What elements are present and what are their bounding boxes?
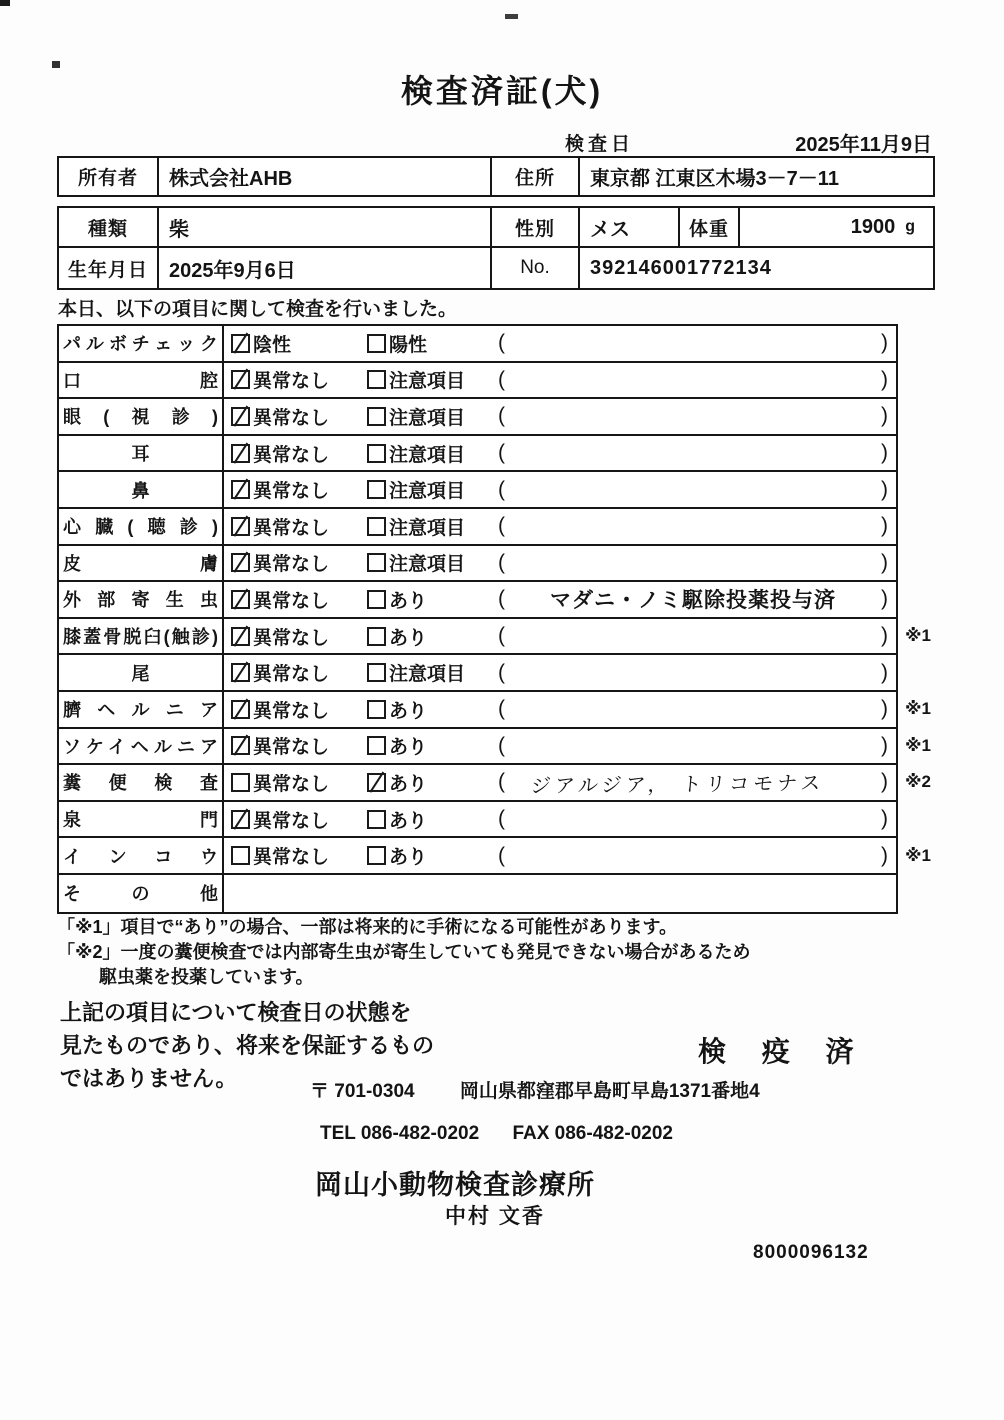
checklist-item-label-cell [59,619,224,654]
open-paren: ( [498,660,505,684]
result-paren [498,368,896,392]
checklist-item-label: 泉門 [63,810,218,831]
checklist-item-content [224,838,896,873]
checklist-row [59,729,931,766]
disclaimer-line: ではありません。 [60,1066,238,1091]
checklist-row [59,802,896,839]
close-paren: ) [881,331,888,355]
checkbox-option [367,769,498,796]
row-footnote-mark: ※1 [905,699,931,719]
checkbox-option [367,330,498,357]
sex-label: 性別 [492,208,580,246]
checkbox-checked-icon [231,553,250,572]
checklist-item-content [224,546,896,581]
result-paren [498,807,896,831]
checklist-item-label: 鼻 [131,480,150,501]
checkbox-option [231,659,367,686]
page-title: 検査済証(犬) [400,73,604,109]
checklist-item-label: 耳 [131,444,150,465]
checkbox-icon [367,846,386,865]
checkbox-checked-icon [231,590,250,609]
option-label: 異常なし [253,481,330,503]
checkbox-option [367,440,498,467]
checkbox-option [367,403,498,430]
result-paren [498,514,896,538]
checkbox-option [231,586,367,613]
result-paren [498,661,896,685]
checkbox-checked-icon [231,736,250,755]
close-paren: ) [881,441,888,465]
close-paren: ) [881,807,888,831]
checklist-item-content [224,619,896,654]
footnote-line: 「※1」項目で“あり”の場合、一部は将来的に手術になる可能性があります。 [57,917,678,937]
option-label: 異常なし [253,554,330,576]
serial-number: 8000096132 [753,1242,869,1263]
checklist-item-label-cell [59,692,224,727]
option-label: 異常なし [253,847,330,869]
checklist-item-label: 口腔 [63,370,218,391]
breed-row [59,208,933,248]
checkbox-option [367,696,498,723]
checklist-item-label-cell [59,765,224,800]
option-label: 異常なし [253,810,330,832]
clinic-address: 岡山県都窪郡早島町早島1371番地4 [459,1081,760,1102]
option-label: 異常なし [253,664,330,686]
close-paren: ) [881,697,888,721]
option-label: 注意項目 [389,444,466,466]
option-label: 注意項目 [389,664,466,686]
footnote-line: 「※2」一度の糞便検査では内部寄生虫が寄生していても発見できない場合があるため [57,942,751,962]
clinic-phone-line [320,1123,673,1145]
checklist-item-label-cell [59,582,224,617]
checkbox-checked-icon [231,480,250,499]
open-paren: ( [498,807,505,831]
checklist-row [59,472,896,509]
checklist-item-content [224,729,896,764]
checklist-item-content [224,655,896,690]
checklist-item-label-cell [59,436,224,471]
open-paren: ( [498,367,505,391]
checklist-item-label-cell [59,509,224,544]
checkbox-option [367,732,498,759]
handwritten-result-text: ジアルジア， トリコモナス [529,772,826,798]
id-number-label: No. [492,248,580,288]
checklist-item-label: 膝蓋骨脱臼(触診) [63,627,218,648]
clinic-address-line [310,1076,760,1103]
option-label: 注意項目 [389,554,466,576]
checkbox-icon [367,736,386,755]
open-paren: ( [498,770,505,794]
option-label: 注意項目 [389,371,466,393]
checkbox-icon [231,846,250,865]
option-label: 注意項目 [389,517,466,539]
checkbox-option [367,586,498,613]
checkbox-option [231,476,367,503]
checklist-item-content [224,765,896,800]
result-paren [498,734,896,758]
open-paren: ( [498,843,505,867]
checklist-item-label-cell [59,326,224,361]
option-label: あり [389,810,428,832]
checkbox-icon [367,700,386,719]
checklist-item-content [224,692,896,727]
result-paren [498,844,896,868]
checkbox-option [231,623,367,650]
checkbox-option [231,440,367,467]
checkbox-icon [231,773,250,792]
owner-row [59,158,933,195]
open-paren: ( [498,331,505,355]
result-paren [498,441,896,465]
option-label: 異常なし [253,700,330,722]
checklist-item-content [224,802,896,837]
owner-value: 株式会社AHB [159,158,492,195]
close-paren: ) [881,770,888,794]
close-paren: ) [881,550,888,574]
checklist-item-label: 尾 [131,663,150,684]
checklist-item-content [224,509,896,544]
animal-info-table [57,206,935,290]
option-label: 異常なし [253,517,330,539]
scan-artifact [0,0,10,6]
result-text: マダニ・ノミ駆除投薬投与済 [550,589,836,613]
checklist-item-content [224,399,896,434]
clinic-tel: TEL 086-482-0202 [320,1123,480,1144]
checklist-row [59,692,931,729]
checklist-item-label-cell [59,838,224,873]
option-label: あり [389,773,428,795]
row-footnote-mark: ※2 [905,772,931,792]
checkbox-checked-icon [231,663,250,682]
footnote-line: 駆虫薬を投薬しています。 [99,967,314,987]
option-label: 異常なし [253,737,330,759]
open-paren: ( [498,587,505,611]
checkbox-icon [367,517,386,536]
inspection-date-value: 2025年11月9日 [795,134,932,156]
close-paren: ) [881,477,888,501]
option-label: 異常なし [253,444,330,466]
checkbox-icon [367,480,386,499]
option-label: 異常なし [253,773,330,795]
checkbox-option [231,549,367,576]
checkbox-option [231,403,367,430]
checkbox-checked-icon [231,407,250,426]
result-paren [498,697,896,721]
weight-value: 1900 [850,215,896,238]
checklist-item-label: パルボチェック [63,334,218,355]
checklist-item-label-cell [59,399,224,434]
option-label: 陰性 [253,334,292,356]
checkbox-checked-icon [231,517,250,536]
open-paren: ( [498,550,505,574]
examiner-name: 中村 文香 [445,1205,545,1228]
checklist-item-content [224,582,896,617]
row-footnote-mark: ※1 [905,735,931,755]
open-paren: ( [498,697,505,721]
checklist-item-label: インコウ [63,846,218,867]
checkbox-icon [367,444,386,463]
checkbox-checked-icon [231,700,250,719]
checkbox-option [367,842,498,869]
checklist-row [59,326,896,363]
checklist-item-label-cell [59,655,224,690]
option-label: あり [389,700,428,722]
result-paren [498,624,896,648]
row-footnote-mark: ※1 [905,626,931,646]
checklist-item-label: 外部寄生虫 [63,590,218,611]
checklist-item-content [224,363,896,398]
checklist-item-label: 心臓(聴診) [63,517,218,538]
checklist-row [59,838,931,875]
checkbox-icon [367,590,386,609]
checkbox-icon [367,810,386,829]
checkbox-icon [367,553,386,572]
option-label: 異常なし [253,627,330,649]
checklist-item-label: 糞便検査 [63,773,218,794]
option-label: あり [389,737,428,759]
result-paren [498,404,896,428]
checklist-item-label: 眼(視診) [63,407,218,428]
checkbox-option [231,696,367,723]
checkbox-option [367,623,498,650]
option-label: 注意項目 [389,481,466,503]
checkbox-option [367,476,498,503]
weight-label: 体重 [680,208,740,246]
sex-value: メス [580,208,680,246]
close-paren: ) [881,367,888,391]
close-paren: ) [881,404,888,428]
checkbox-checked-icon [231,370,250,389]
checkbox-option [367,806,498,833]
close-paren: ) [881,733,888,757]
checklist-row [59,582,896,619]
checkbox-checked-icon [231,810,250,829]
weight-unit: g [905,218,915,235]
checkbox-option [231,769,367,796]
checkbox-option [367,549,498,576]
option-label: あり [389,590,428,612]
checklist-item-label-cell [59,546,224,581]
id-number-value: 392146001772134 [590,256,772,279]
option-label: 陽性 [389,334,428,356]
checklist-row [59,619,931,656]
checklist-row [59,546,896,583]
disclaimer-line: 見たものであり、将来を保証するもの [60,1033,435,1058]
checkbox-option [231,732,367,759]
checkbox-option [231,806,367,833]
footnotes-block [57,915,751,990]
checklist-item-label-cell [59,729,224,764]
checkbox-option [367,366,498,393]
close-paren: ) [881,660,888,684]
checklist-item-label: その他 [63,884,218,905]
checkbox-option [367,659,498,686]
checkbox-checked-icon [231,334,250,353]
close-paren: ) [881,624,888,648]
result-paren [498,551,896,575]
checklist-item-content [224,326,896,361]
option-label: 異常なし [253,407,330,429]
checkbox-icon [367,334,386,353]
checklist-item-label: 皮膚 [63,553,218,574]
checklist-row [59,509,896,546]
checklist-row [59,765,931,802]
birthdate-row [59,248,933,288]
scan-artifact [505,14,518,19]
checklist-table [57,324,931,914]
checkbox-checked-icon [367,773,386,792]
checkbox-option [231,366,367,393]
checkbox-icon [367,370,386,389]
address-label: 住所 [492,158,580,195]
open-paren: ( [498,441,505,465]
checklist-item-label-cell [59,363,224,398]
disclaimer-line: 上記の項目について検査日の状態を [60,1000,412,1025]
option-label: あり [389,847,428,869]
checkbox-icon [367,407,386,426]
quarantine-stamp: 検 疫 済 [698,1036,868,1067]
open-paren: ( [498,733,505,757]
checkbox-icon [367,663,386,682]
checklist-item-label: ソケイヘルニア [63,736,218,757]
result-paren [498,331,896,355]
birthdate-value: 2025年9月6日 [159,248,492,288]
checkbox-checked-icon [231,627,250,646]
intro-sentence: 本日、以下の項目に関して検査を行いました。 [58,299,458,320]
breed-label: 種類 [59,208,159,246]
checklist-item-content [224,472,896,507]
open-paren: ( [498,404,505,428]
checkbox-option [231,842,367,869]
result-paren [498,768,896,797]
checklist-item-label: 臍ヘルニア [63,700,218,721]
option-label: 異常なし [253,590,330,612]
weight-value-cell [740,208,933,246]
checkbox-option [231,513,367,540]
owner-label: 所有者 [59,158,159,195]
postal-code: 〒 701-0304 [310,1081,415,1102]
close-paren: ) [881,843,888,867]
result-paren [498,478,896,502]
birthdate-label: 生年月日 [59,248,159,288]
owner-table [57,156,935,197]
checklist-item-content [224,436,896,471]
close-paren: ) [881,514,888,538]
breed-value: 柴 [159,208,492,246]
checklist-row [59,875,896,912]
option-label: 注意項目 [389,407,466,429]
row-footnote-mark: ※1 [905,845,931,865]
checklist-item-label-cell [59,802,224,837]
open-paren: ( [498,477,505,501]
checkbox-checked-icon [231,444,250,463]
clinic-name: 岡山小動物検査診療所 [315,1170,595,1200]
open-paren: ( [498,514,505,538]
open-paren: ( [498,624,505,648]
close-paren: ) [881,587,888,611]
checklist-row [59,399,896,436]
checklist-item-content [224,875,896,912]
address-value: 東京都 江東区木場3－7－11 [590,168,839,190]
checklist-row [59,655,896,692]
checklist-item-label-cell [59,472,224,507]
checkbox-option [367,513,498,540]
option-label: あり [389,627,428,649]
checklist-row [59,436,896,473]
option-label: 異常なし [253,371,330,393]
checkbox-option [231,330,367,357]
result-paren [498,584,896,614]
checklist-item-label-cell [59,875,224,912]
checkbox-icon [367,627,386,646]
clinic-fax: FAX 086-482-0202 [512,1123,673,1144]
inspection-date-label: 検査日 [565,134,635,155]
checklist-row [59,363,896,400]
